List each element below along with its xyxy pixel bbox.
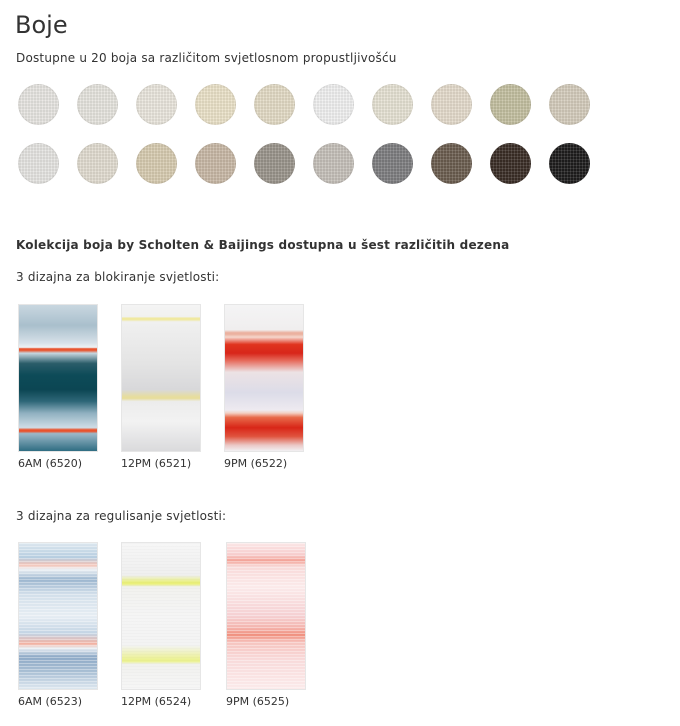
blocking-heading: 3 dizajna za blokiranje svjetlosti: xyxy=(16,270,220,284)
swatch-17[interactable] xyxy=(372,143,413,184)
swatch-13[interactable] xyxy=(136,143,177,184)
design-6525-image[interactable] xyxy=(226,542,306,690)
design-6523[interactable] xyxy=(18,542,100,708)
design-6520-image[interactable] xyxy=(18,304,98,452)
swatch-11[interactable] xyxy=(18,143,59,184)
swatch-12[interactable] xyxy=(77,143,118,184)
design-6521-caption: 12PM (6521) xyxy=(121,457,192,470)
swatch-3[interactable] xyxy=(136,84,177,125)
design-6524-image[interactable] xyxy=(121,542,201,690)
design-6522[interactable] xyxy=(224,304,306,470)
swatch-18[interactable] xyxy=(431,143,472,184)
regulating-heading: 3 dizajna za regulisanje svjetlosti: xyxy=(16,509,227,523)
swatch-4[interactable] xyxy=(195,84,236,125)
design-6520-caption: 6AM (6520) xyxy=(18,457,83,470)
design-6524-caption: 12PM (6524) xyxy=(121,695,192,708)
design-6522-caption: 9PM (6522) xyxy=(224,457,288,470)
swatch-row-1 xyxy=(18,84,590,125)
design-6525[interactable] xyxy=(226,542,308,708)
swatch-19[interactable] xyxy=(490,143,531,184)
design-6520[interactable] xyxy=(18,304,100,470)
design-6524[interactable] xyxy=(121,542,203,708)
design-6521-image[interactable] xyxy=(121,304,201,452)
swatch-row-2 xyxy=(18,143,590,184)
design-6523-caption: 6AM (6523) xyxy=(18,695,83,708)
swatch-1[interactable] xyxy=(18,84,59,125)
swatch-10[interactable] xyxy=(549,84,590,125)
swatch-7[interactable] xyxy=(372,84,413,125)
swatch-16[interactable] xyxy=(313,143,354,184)
collection-heading: Kolekcija boja by Scholten & Baijings dostupna u šest različitih dezena xyxy=(16,238,510,252)
design-6523-image[interactable] xyxy=(18,542,98,690)
swatch-6[interactable] xyxy=(313,84,354,125)
design-6522-image[interactable] xyxy=(224,304,304,452)
swatch-2[interactable] xyxy=(77,84,118,125)
swatch-5[interactable] xyxy=(254,84,295,125)
swatch-20[interactable] xyxy=(549,143,590,184)
swatch-14[interactable] xyxy=(195,143,236,184)
intro-text: Dostupne u 20 boja sa različitom svjetlosnom propustljivošću xyxy=(16,51,397,65)
design-6525-caption: 9PM (6525) xyxy=(226,695,290,708)
swatch-9[interactable] xyxy=(490,84,531,125)
swatch-8[interactable] xyxy=(431,84,472,125)
design-6521[interactable] xyxy=(121,304,203,470)
page-title: Boje xyxy=(15,11,68,39)
swatch-15[interactable] xyxy=(254,143,295,184)
